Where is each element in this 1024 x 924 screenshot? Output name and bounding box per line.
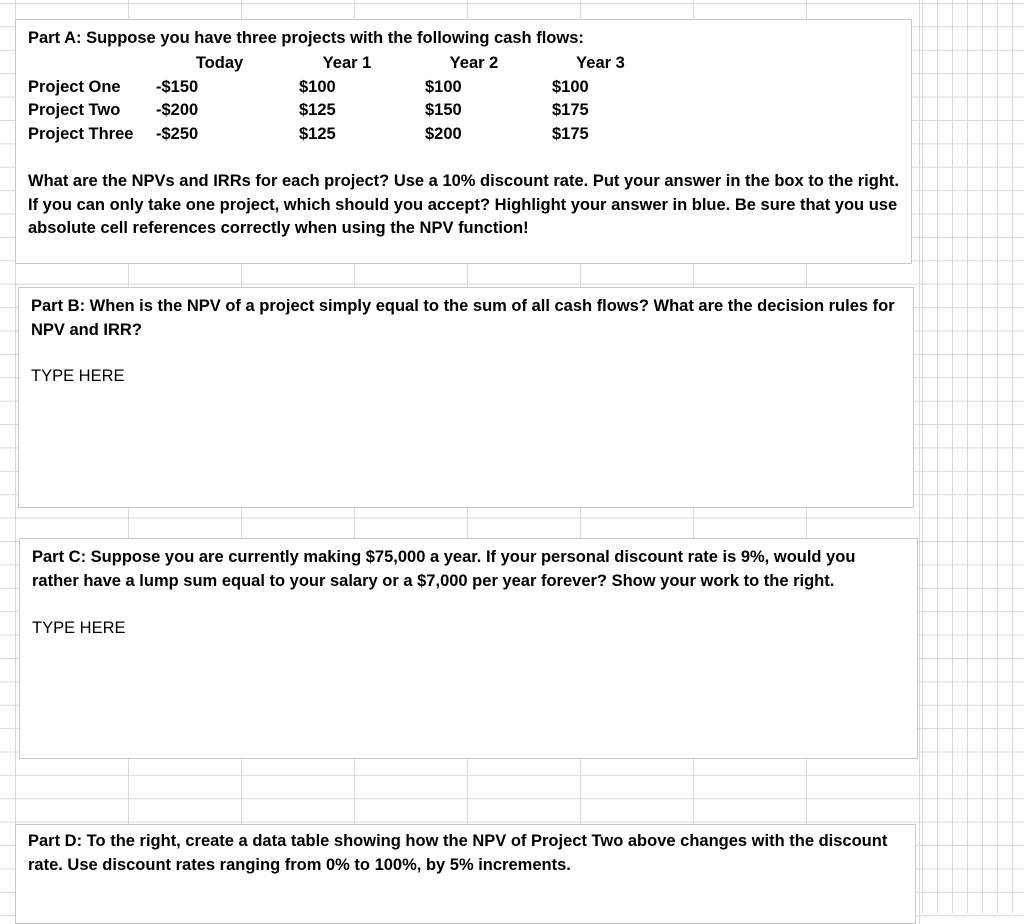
project-label: Project One — [28, 77, 121, 96]
part-d-question: Part D: To the right, create a data table showing how the NPV of Project Two above changes with the discount rate. Use discount rates ranging from 0% to 100%, by 5% increments. — [28, 832, 888, 874]
cash-flow-table — [28, 52, 664, 146]
part-b-question: Part B: When is the NPV of a project simply equal to the sum of all cash flows? What are the decision rules for NPV and IRR? — [31, 297, 895, 339]
today-value: -$200 — [156, 101, 199, 119]
part-c-answer-input[interactable] — [32, 619, 892, 739]
year3-value: $175 — [552, 124, 589, 143]
year1-value: $125 — [299, 124, 336, 143]
year2-value: $100 — [425, 77, 462, 96]
cash-flow-header-row — [28, 52, 664, 76]
part-a-box — [15, 19, 912, 264]
year3-value: $100 — [552, 77, 589, 96]
header-year-2: Year 2 — [449, 54, 499, 72]
project-label: Project Three — [28, 124, 134, 143]
year1-value: $100 — [299, 77, 336, 96]
part-d-box — [15, 824, 916, 924]
part-b-answer-input[interactable] — [31, 367, 891, 487]
part-a-question: What are the NPVs and IRRs for each project? Use a 10% discount rate. Put your answer in the box to the right. If you can only take one project, which should you accept? Highlight your answer in blue. Be sure that you use absolute cell references correctly when using the NPV function! — [28, 172, 900, 237]
year2-value: $200 — [425, 124, 462, 143]
header-blank — [28, 52, 156, 76]
part-b-box — [18, 287, 914, 508]
year1-value: $125 — [299, 101, 336, 119]
today-value: -$250 — [156, 124, 199, 143]
part-a-intro: Part A: Suppose you have three projects with the following cash flows: — [28, 29, 584, 47]
part-c-box — [19, 538, 918, 759]
header-year-3: Year 3 — [576, 54, 625, 72]
header-year-1: Year 1 — [322, 54, 372, 72]
project-three-row — [28, 123, 664, 147]
part-c-question: Part C: Suppose you are currently making $75,000 a year. If your personal discount rate is 9%, would you rather have a lump sum equal to your salary or a $7,000 per year forever? Show your work to the right. — [32, 548, 856, 590]
spreadsheet-grid-right — [912, 0, 1024, 913]
project-one-row — [28, 76, 664, 100]
year3-value: $175 — [552, 101, 589, 119]
header-today: Today — [195, 54, 244, 72]
project-label: Project Two — [28, 101, 121, 119]
today-value: -$150 — [156, 77, 199, 96]
project-two-row — [28, 99, 664, 123]
year2-value: $150 — [425, 101, 462, 119]
